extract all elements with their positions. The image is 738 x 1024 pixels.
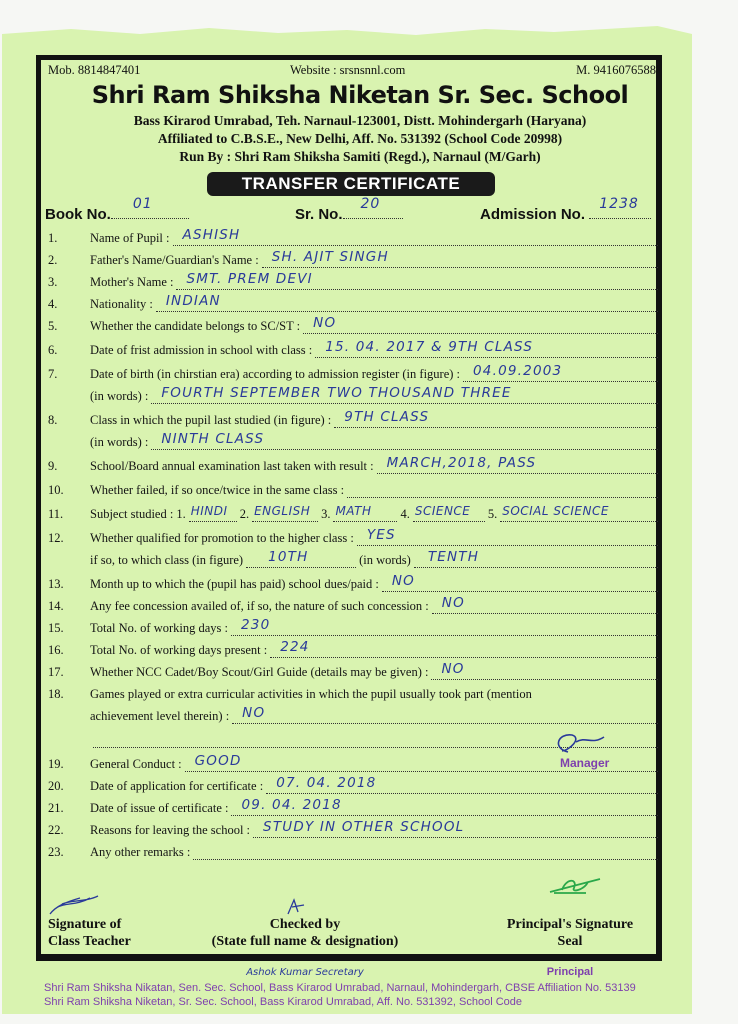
field-dotted-line bbox=[463, 365, 658, 382]
field-label: Class in which the pupil last studied (in figure) : bbox=[90, 413, 332, 427]
stamp-manager-text: Shri Ram Shiksha Nikatan, Sen. Sec. School, Bass Kirarod Umrabad, Narnaul, Mohindergarh, CBSE Affiliation No. 53139 bbox=[44, 982, 636, 994]
field-row bbox=[48, 526, 658, 546]
field-number: 4. bbox=[48, 297, 58, 311]
principal-signature bbox=[546, 876, 606, 894]
field-number: 6. bbox=[48, 343, 58, 357]
field-number: 22. bbox=[48, 823, 64, 837]
field-dotted-line bbox=[432, 597, 658, 614]
field-label: (in words) : bbox=[90, 389, 149, 403]
field-value: NO bbox=[242, 705, 266, 721]
field-number: 2. bbox=[48, 253, 58, 267]
field-row bbox=[48, 704, 658, 724]
field-dotted-line bbox=[231, 799, 658, 816]
field-label: Games played or extra curricular activities in which the pupil usually took part (mention bbox=[90, 687, 532, 701]
field-dotted-line bbox=[232, 707, 658, 724]
principal-stamp-line-1: Principal bbox=[546, 966, 594, 978]
field-dotted-line bbox=[151, 387, 658, 404]
field-label: General Conduct : bbox=[90, 757, 182, 771]
contact-row bbox=[48, 62, 656, 78]
field-dotted-line bbox=[414, 551, 658, 568]
principal-stamp-line-5: Aff. No. 531392, School Code bbox=[376, 996, 522, 1008]
field-label: Month up to which the (pupil has paid) school dues/paid : bbox=[90, 577, 379, 591]
field-label: Father's Name/Guardian's Name : bbox=[90, 253, 259, 267]
field-label: Whether the candidate belongs to SC/ST : bbox=[90, 319, 301, 333]
field-number: 23. bbox=[48, 845, 64, 859]
field-dotted-line bbox=[246, 551, 356, 568]
field-dotted-line bbox=[315, 341, 658, 358]
stamp-line-4: Bass Kirarod Umrabad bbox=[269, 982, 381, 994]
sr-no bbox=[295, 196, 403, 225]
subject-value: HINDI bbox=[190, 504, 228, 518]
school-affiliation: Affiliated to C.B.S.E., New Delhi, Aff. No. 531392 (School Code 20998) bbox=[157, 131, 563, 146]
field-label: Reasons for leaving the school : bbox=[90, 823, 251, 837]
field-value: NO bbox=[441, 595, 465, 611]
field-value: ASHISH bbox=[182, 227, 241, 243]
manager-signature bbox=[540, 730, 610, 754]
field-row bbox=[48, 292, 658, 312]
field-label: Total No. of working days : bbox=[90, 621, 228, 635]
field-value: STUDY IN OTHER SCHOOL bbox=[263, 819, 465, 835]
field-value: 09. 04. 2018 bbox=[241, 797, 342, 813]
field-dotted-line bbox=[231, 619, 658, 636]
subject-value: MATH bbox=[335, 504, 372, 518]
field-value: NINTH CLASS bbox=[161, 431, 265, 447]
field-dotted-line bbox=[382, 575, 658, 592]
field-number: 14. bbox=[48, 599, 64, 613]
field-number: 21. bbox=[48, 801, 64, 815]
field-number: 11. bbox=[48, 507, 64, 521]
stamp-principal-text: Shri Ram Shiksha Niketan, Sr. Sec. School, Bass Kirarod Umrabad, Aff. No. 531392, School Code bbox=[44, 996, 522, 1008]
field-number: 9. bbox=[48, 459, 58, 473]
field-row bbox=[48, 594, 658, 614]
promotion-words-label: (in words) bbox=[359, 553, 411, 567]
subject-fill bbox=[500, 505, 658, 522]
checked-line-1: Checked by bbox=[269, 917, 341, 932]
field-number: 15. bbox=[48, 621, 64, 635]
field-value: GOOD bbox=[194, 753, 242, 769]
teacher-line-1: Signature of bbox=[48, 917, 122, 932]
book-no-label: Book No. bbox=[45, 206, 111, 223]
field-row bbox=[48, 384, 658, 404]
admission-no bbox=[480, 196, 651, 225]
subject-value: ENGLISH bbox=[254, 504, 311, 518]
checked-by-label bbox=[200, 916, 410, 950]
field-row bbox=[48, 248, 658, 268]
certificate-title: TRANSFER CERTIFICATE bbox=[207, 172, 495, 196]
field-label: Whether failed, if so once/twice in the same class : bbox=[90, 483, 345, 497]
field-row bbox=[48, 362, 658, 382]
stamp-line-1: Manager bbox=[560, 756, 610, 770]
field-number: 12. bbox=[48, 531, 64, 545]
field-value: 224 bbox=[280, 639, 310, 655]
field-dotted-line bbox=[334, 411, 658, 428]
field-value: 15. 04. 2017 & 9TH CLASS bbox=[325, 339, 534, 355]
website: Website : srsnsnnl.com bbox=[290, 63, 406, 77]
field-number: 7. bbox=[48, 367, 58, 381]
field-value: YES bbox=[366, 527, 396, 543]
field-dotted-line bbox=[347, 481, 658, 498]
field-label: Any fee concession availed of, if so, the nature of such concession : bbox=[90, 599, 429, 613]
subject-fill bbox=[189, 505, 237, 522]
field-row bbox=[48, 796, 658, 816]
field-dotted-line bbox=[151, 433, 658, 450]
field-row bbox=[48, 502, 658, 522]
field-label: Date of application for certificate : bbox=[90, 779, 264, 793]
stamp-line-2: Shri Ram Shiksha Nikatan bbox=[44, 982, 173, 994]
stamp-line-3: Sen. Sec. School bbox=[178, 982, 263, 994]
field-row bbox=[48, 638, 658, 658]
field-value: MARCH,2018, PASS bbox=[386, 455, 537, 471]
field-row bbox=[48, 548, 658, 568]
field-row bbox=[48, 818, 658, 838]
field-label: Any other remarks : bbox=[90, 845, 191, 859]
subject-value: SCIENCE bbox=[414, 504, 471, 518]
checked-line-2: (State full name & designation) bbox=[211, 934, 399, 949]
principal-stamp-line-3: Sr. Sec. School bbox=[178, 996, 254, 1008]
field-value: 07. 04. 2018 bbox=[276, 775, 377, 791]
teacher-line-2: Class Teacher bbox=[48, 934, 131, 949]
field-label: Subject studied : bbox=[90, 507, 174, 521]
promotion-words-value: TENTH bbox=[427, 549, 480, 565]
field-number: 16. bbox=[48, 643, 64, 657]
field-row bbox=[48, 774, 658, 794]
mobile-right: M. 9416076588 bbox=[576, 63, 656, 77]
field-row bbox=[48, 840, 658, 860]
field-dotted-line bbox=[357, 529, 658, 546]
field-label: Nationality : bbox=[90, 297, 153, 311]
field-row bbox=[48, 226, 658, 246]
field-value: 9TH CLASS bbox=[344, 409, 430, 425]
field-label: if so, to which class (in figure) bbox=[90, 553, 244, 567]
field-number: 19. bbox=[48, 757, 64, 771]
subject-number: 3. bbox=[321, 507, 331, 521]
field-dotted-line bbox=[303, 317, 658, 334]
field-value: 04.09.2003 bbox=[473, 363, 563, 379]
field-label: (in words) : bbox=[90, 435, 149, 449]
book-no-fill bbox=[111, 196, 189, 219]
field-value: 10TH bbox=[268, 549, 309, 565]
field-number: 8. bbox=[48, 413, 58, 427]
field-row bbox=[48, 270, 658, 290]
field-dotted-line bbox=[377, 457, 658, 474]
field-value: NO bbox=[313, 315, 337, 331]
subject-fill bbox=[413, 505, 485, 522]
field-row bbox=[48, 682, 658, 702]
field-number: 1. bbox=[48, 231, 58, 245]
subject-fill bbox=[333, 505, 397, 522]
mobile-left: Mob. 8814847401 bbox=[48, 63, 141, 77]
field-row bbox=[48, 660, 658, 680]
class-teacher-signature-label bbox=[48, 916, 131, 950]
principal-stamp bbox=[490, 966, 650, 979]
field-value: NO bbox=[391, 573, 415, 589]
stamp-line-5: Narnaul, Mohindergarh bbox=[386, 982, 499, 994]
field-row bbox=[48, 314, 658, 334]
field-label: Date of frist admission in school with class : bbox=[90, 343, 313, 357]
field-label: Name of Pupil : bbox=[90, 231, 170, 245]
field-row bbox=[48, 430, 658, 450]
principal-line-1: Principal's Signature bbox=[506, 917, 634, 932]
field-dotted-line bbox=[431, 663, 658, 680]
field-dotted-line bbox=[176, 273, 658, 290]
field-label: School/Board annual examination last taken with result : bbox=[90, 459, 374, 473]
stamp-details bbox=[44, 982, 684, 1012]
admission-no-value: 1238 bbox=[599, 196, 639, 212]
field-value: INDIAN bbox=[165, 293, 221, 309]
principal-stamp-line-2: Shri Ram Shiksha Niketan bbox=[44, 996, 173, 1008]
field-number: 18. bbox=[48, 687, 64, 701]
field-value: SMT. PREM DEVI bbox=[186, 271, 313, 287]
field-value: NO bbox=[441, 661, 465, 677]
book-no-value: 01 bbox=[132, 196, 153, 212]
principal-stamp-line-4: Bass Kirarod Umrabad bbox=[259, 996, 372, 1008]
field-number: 20. bbox=[48, 779, 64, 793]
field-dotted-line bbox=[266, 777, 658, 794]
principal-line-2: Seal bbox=[557, 934, 583, 949]
sr-no-fill bbox=[343, 196, 403, 219]
field-value: SH. AJIT SINGH bbox=[271, 249, 389, 265]
field-value: 230 bbox=[241, 617, 271, 633]
field-value: FOURTH SEPTEMBER TWO THOUSAND THREE bbox=[161, 385, 512, 401]
subject-number: 4. bbox=[400, 507, 410, 521]
field-dotted-line bbox=[156, 295, 658, 312]
subject-value: SOCIAL SCIENCE bbox=[502, 504, 609, 518]
field-row bbox=[48, 616, 658, 636]
sr-no-label: Sr. No. bbox=[295, 206, 343, 223]
school-name: Shri Ram Shiksha Niketan Sr. Sec. School bbox=[91, 81, 629, 109]
subject-number: 2. bbox=[239, 507, 250, 521]
class-teacher-signature bbox=[44, 894, 104, 916]
field-number: 5. bbox=[48, 319, 58, 333]
field-number: 10. bbox=[48, 483, 64, 497]
checked-by-hand: Ashok Kumar Secretary bbox=[246, 967, 364, 978]
principal-signature-label bbox=[490, 916, 650, 950]
field-dotted-line bbox=[262, 251, 658, 268]
subject-number: 5. bbox=[487, 507, 498, 521]
field-label: Whether NCC Cadet/Boy Scout/Girl Guide (details may be given) : bbox=[90, 665, 429, 679]
school-address: Bass Kirarod Umrabad, Teh. Narnaul-123001, Distt. Mohindergarh (Haryana) bbox=[133, 113, 587, 128]
field-label: Whether qualified for promotion to the higher class : bbox=[90, 531, 354, 545]
field-row bbox=[48, 338, 658, 358]
field-number: 13. bbox=[48, 577, 64, 591]
field-row bbox=[48, 454, 658, 474]
field-number: 3. bbox=[48, 275, 58, 289]
admission-no-fill bbox=[589, 196, 651, 219]
checked-by-initials bbox=[284, 898, 310, 916]
subject-fill bbox=[252, 505, 318, 522]
field-dotted-line bbox=[270, 641, 658, 658]
stamp-line-6: CBSE Affiliation No. 53139 bbox=[505, 982, 636, 994]
field-label: achievement level therein) : bbox=[90, 709, 230, 723]
field-row bbox=[48, 478, 658, 498]
field-row bbox=[48, 572, 658, 592]
book-no bbox=[45, 196, 189, 225]
field-label: Date of issue of certificate : bbox=[90, 801, 229, 815]
field-dotted-line bbox=[253, 821, 658, 838]
field-label: Total No. of working days present : bbox=[90, 643, 268, 657]
field-label: Mother's Name : bbox=[90, 275, 174, 289]
school-run-by: Run By : Shri Ram Shiksha Samiti (Regd.), Narnaul (M/Garh) bbox=[179, 149, 541, 164]
subject-number: 1. bbox=[176, 507, 186, 521]
field-dotted-line bbox=[193, 843, 658, 860]
field-dotted-line bbox=[173, 229, 658, 246]
field-row bbox=[48, 408, 658, 428]
sr-no-value: 20 bbox=[360, 196, 381, 212]
field-number: 17. bbox=[48, 665, 64, 679]
admission-no-label: Admission No. bbox=[480, 206, 586, 223]
field-label: Date of birth (in chirstian era) according to admission register (in figure) : bbox=[90, 367, 461, 381]
